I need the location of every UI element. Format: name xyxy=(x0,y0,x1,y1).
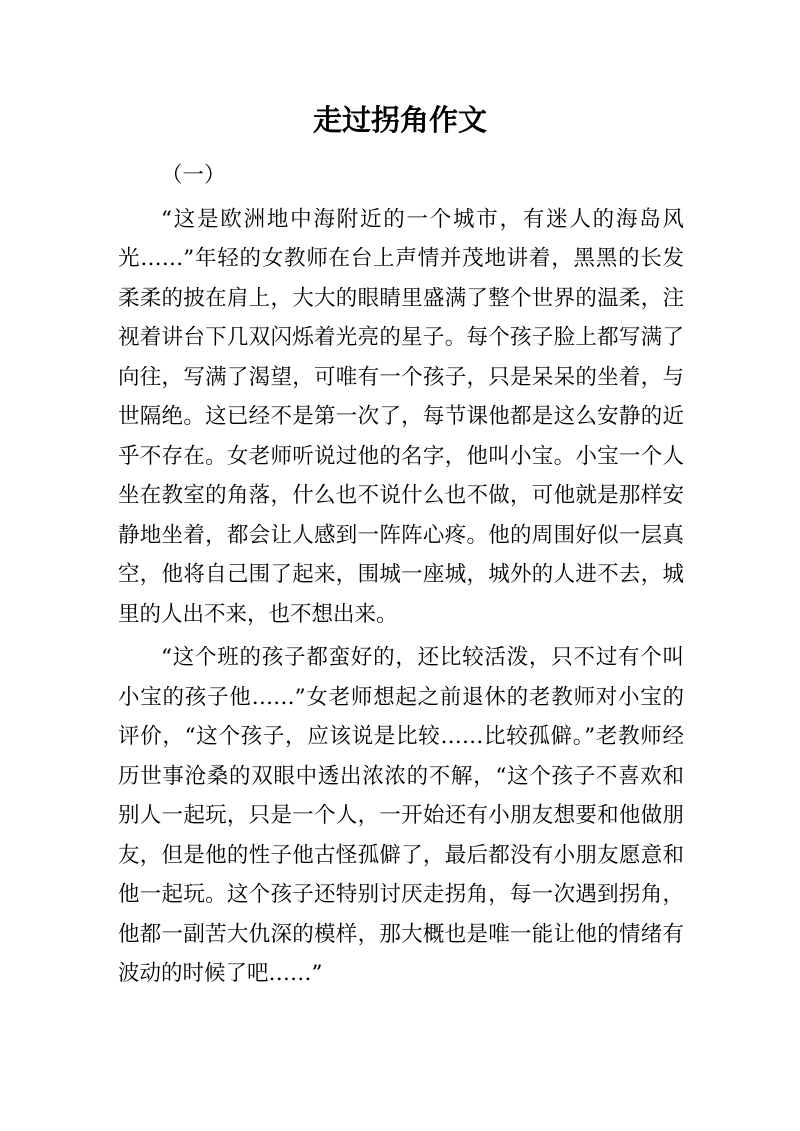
paragraph-2: “这个班的孩子都蛮好的，还比较活泼，只不过有个叫小宝的孩子他……”女老师想起之前退休的老教师对小宝的评价，“这个孩子，应该说是比较……比较孤僻。”老教师经历世事沧桑的双眼中透出浓浓的不解，“这个孩子不喜欢和别人一起玩，只是一个人，一开始还有小朋友想要和他做朋友，但是他的性子他古怪孤僻了，最后都没有小朋友愿意和他一起玩。这个孩子还特别讨厌走拐角，每一次遇到拐角，他都一副苦大仇深的模样，那大概也是唯一能让他的情绪有波动的时候了吧……” xyxy=(118,645,684,986)
paragraph-1: “这是欧洲地中海附近的一个城市，有迷人的海岛风光……”年轻的女教师在台上声情并茂地讲着，黑黑的长发柔柔的披在肩上，大大的眼睛里盛满了整个世界的温柔，注视着讲台下几双闪烁着光亮的星子。每个孩子脸上都写满了向往，写满了渴望，可唯有一个孩子，只是呆呆的坐着，与世隔绝。这已经不是第一次了，每节课他都是这么安静的近乎不存在。女老师听说过他的名字，他叫小宝。小宝一个人坐在教室的角落，什么也不说什么也不做，可他就是那样安静地坐着，都会让人感到一阵阵心疼。他的周围好似一层真空，他将自己围了起来，围城一座城，城外的人进不去，城里的人出不来，也不想出来。 xyxy=(118,206,684,627)
document-body xyxy=(118,156,684,994)
section-label: （一） xyxy=(161,163,226,188)
document-title: 走过拐角作文 xyxy=(312,103,487,137)
